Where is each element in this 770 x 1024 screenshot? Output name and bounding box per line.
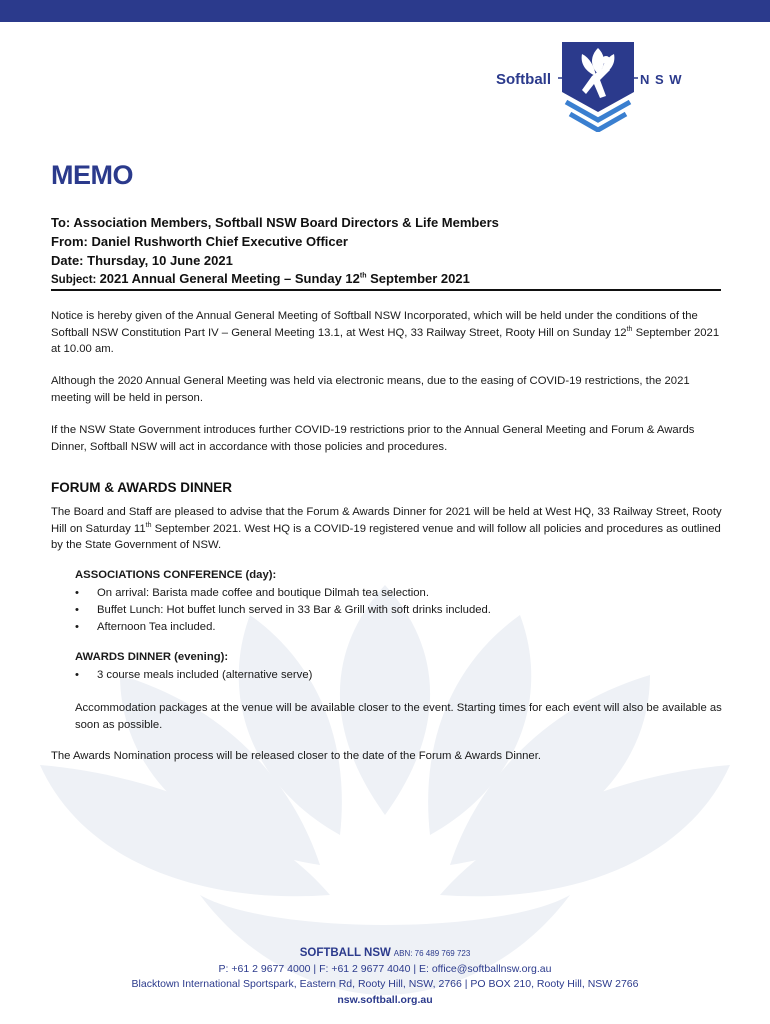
list-item: • Buffet Lunch: Hot buffet lunch served in 33 Bar & Grill with soft drinks included. (75, 602, 491, 619)
list-item: • On arrival: Barista made coffee and boutique Dilmah tea selection. (75, 585, 491, 602)
date-label: Date: (51, 253, 88, 268)
covid-paragraph: If the NSW State Government introduces further COVID-19 restrictions prior to the Annual General Meeting and Forum & Awards Dinner, Softball NSW will act in accordance with those policies and procedures. (51, 424, 695, 453)
footer-org: SOFTBALL NSW (299, 947, 391, 959)
subject-label: Subject: (51, 274, 100, 286)
softball-nsw-logo (494, 36, 702, 132)
conference-heading: ASSOCIATIONS CONFERENCE (day): (75, 569, 277, 581)
conference-list (75, 585, 491, 636)
footer-abn: ABN: 76 489 769 723 (393, 949, 471, 958)
nomination-paragraph: The Awards Nomination process will be released closer to the date of the Forum & Awards Dinner. (51, 750, 541, 762)
notice-paragraph (51, 308, 723, 358)
from-label: From: (51, 234, 92, 249)
memo-title: MEMO (51, 160, 133, 190)
dinner-heading: AWARDS DINNER (evening): (75, 651, 229, 663)
from-value: Daniel Rushworth Chief Executive Officer (91, 234, 348, 249)
footer-address: Blacktown International Sportspark, Eastern Rd, Rooty Hill, NSW, 2766 | PO BOX 210, Rooty Hill, NSW 2766 (131, 978, 639, 990)
footer-website-link[interactable]: nsw.softball.org.au (337, 993, 433, 1006)
subject-sup: th (359, 272, 367, 280)
footer (0, 946, 770, 1008)
forum-text: The Board and Staff are pleased to advise that the Forum & Awards Dinner for 2021 will be held at West HQ, 33 Railway Street, Rooty Hill on Saturday 11 (51, 506, 722, 535)
header-divider (51, 289, 721, 291)
subject-post: September 2021 (366, 271, 470, 286)
forum-sup: th (145, 521, 152, 529)
date-line (51, 253, 233, 268)
forum-heading: FORUM & AWARDS DINNER (51, 480, 232, 495)
notice-text-end: September 2021 at 10.00 am. (51, 326, 720, 355)
accommodation-paragraph: Accommodation packages at the venue will be available closer to the event. Starting times for each event will also be available as soon as possible. (75, 702, 722, 731)
top-banner-bar (0, 0, 770, 22)
forum-text-end: September 2021. West HQ is a COVID-19 registered venue and will follow all policies and procedures as outlined by the State Government of NSW. (51, 522, 721, 551)
subject-line (51, 271, 470, 286)
to-label: To: (51, 215, 74, 230)
in-person-paragraph: Although the 2020 Annual General Meeting was held via electronic means, due to the easing of COVID-19 restrictions, the 2021 meeting will be held in person. (51, 375, 690, 404)
list-item: • Afternoon Tea included. (75, 619, 491, 636)
forum-paragraph (51, 504, 723, 554)
dinner-list (75, 667, 312, 684)
subject-value: 2021 Annual General Meeting – Sunday 12 (99, 271, 360, 286)
date-value: Thursday, 10 June 2021 (87, 253, 233, 268)
list-item: • 3 course meals included (alternative serve) (75, 667, 312, 684)
logo-softball-text: Softball (496, 71, 551, 88)
from-line (51, 234, 348, 249)
to-value: Association Members, Softball NSW Board Directors & Life Members (73, 215, 499, 230)
to-line (51, 215, 499, 230)
footer-contact: P: +61 2 9677 4000 | F: +61 2 9677 4040 | E: office@softballnsw.org.au (218, 962, 552, 975)
notice-sup: th (626, 325, 633, 333)
footer-org-line (0, 946, 770, 962)
notice-text: Notice is hereby given of the Annual General Meeting of Softball NSW Incorporated, which will be held under the conditions of the Softball NSW Constitution Part IV – General Meeting 13.1, at West HQ, 33 Railway Street, Rooty Hill on Sunday 12 (51, 310, 698, 339)
logo-nsw-text: N S W (640, 72, 683, 87)
